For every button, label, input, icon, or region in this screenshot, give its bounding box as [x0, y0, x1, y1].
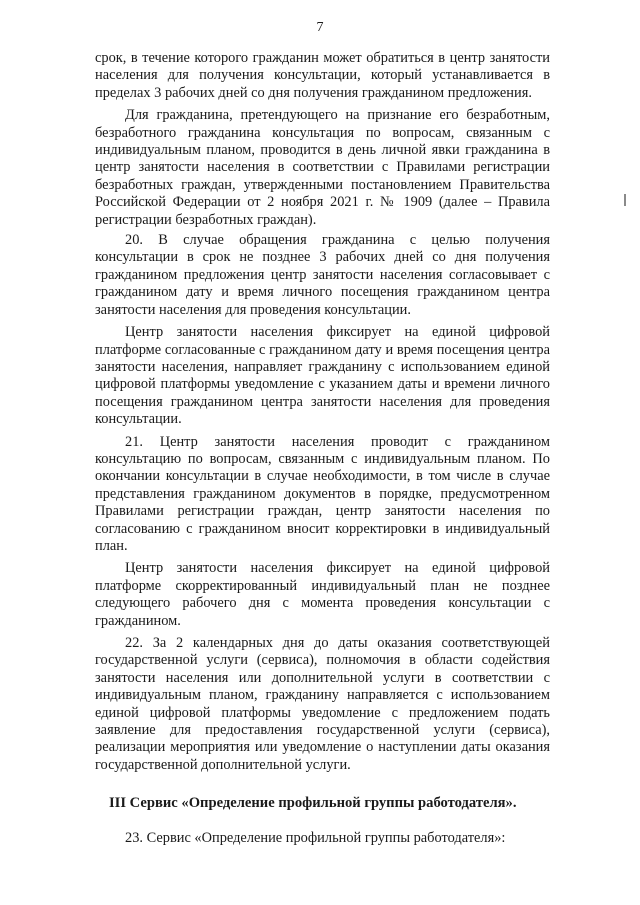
paragraph-consultation-term: срок, в течение которого гражданин может обратиться в центр занятости населения для получения консультации, который устанавливается в пределах 3 рабочих дней со дня получения гражданином предложения.	[95, 50, 550, 101]
paragraph-item-21: 21. Центр занятости населения проводит с гражданином консультацию по вопросам, связанным с индивидуальным планом. По окончании консультации в случае необходимости, в том числе в случае представления гражданином документов в порядке, предусмотренном Правилами регистрации граждан, центр занятости населения по согласованию с гражданином вносит корректировки в индивидуальный план.	[95, 433, 550, 554]
paragraph-item-23: 23. Сервис «Определение профильной группы работодателя»:	[125, 830, 506, 847]
paragraph-plan-correction: Центр занятости населения фиксирует на единой цифровой платформе скорректированный индивидуальный план не позднее следующего рабочего дня с момента проведения консультации с гражданином.	[95, 560, 550, 629]
page-number: 7	[316, 20, 324, 35]
paragraph-unemployed-consultation: Для гражданина, претендующего на признание его безработным, безработного гражданина консультация по вопросам, связанным с индивидуальным планом, проводится в день личной явки гражданина в центр занятости населения в соответствии с Правилами регистрации безработных граждан, утвержденными постановлением Правительства Российской Федерации от 2 ноября 2021 г. № 1909 (далее – Правила регистрации безработных граждан).	[95, 107, 550, 228]
scan-edge-mark	[624, 194, 626, 206]
document-body	[95, 50, 550, 853]
paragraph-item-22: 22. За 2 календарных дня до даты оказания соответствующей государственной услуги (сервиса), полномочия в области содействия занятости населения или дополнительной услуги в соответствии с индивидуальным планом, гражданину направляется с использованием единой цифровой платформы уведомление с предложением подать заявление для предоставления государственной услуги (сервиса), реализации мероприятия или уведомление о наступлении даты оказания государственной дополнительной услуги.	[95, 635, 550, 773]
paragraph-visit-notification: Центр занятости населения фиксирует на единой цифровой платформе согласованные с гражданином дату и время посещения центра занятости населения, направляет гражданину с использованием единой цифровой платформы уведомление с указанием даты и времени личного посещения гражданином центра занятости населения для проведения консультации.	[95, 324, 550, 428]
section-heading: III Сервис «Определение профильной группы работодателя».	[109, 795, 517, 812]
paragraph-item-20: 20. В случае обращения гражданина с целью получения консультации в срок не позднее 3 рабочих дней со дня получения гражданином предложения центр занятости населения согласовывает с гражданином дату и время личного посещения гражданином центра занятости населения для проведения консультации.	[95, 232, 550, 318]
